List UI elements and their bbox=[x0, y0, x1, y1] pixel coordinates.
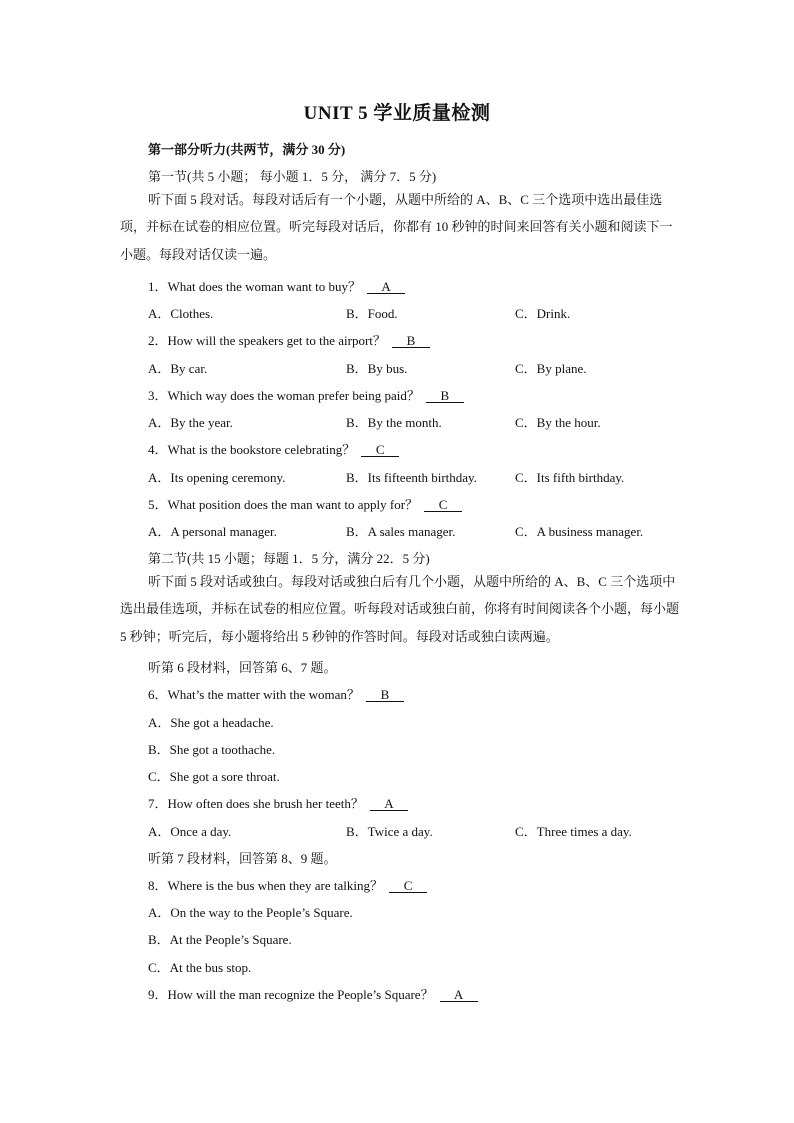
option-a: A．By the year. bbox=[148, 415, 233, 430]
question-text: 2．How will the speakers get to the airport？ bbox=[148, 333, 386, 348]
option-c: C．A business manager. bbox=[515, 524, 644, 539]
answer-blank: C bbox=[424, 498, 462, 512]
option-b: B．She got a toothache. bbox=[148, 742, 276, 757]
question-text: 4．What is the bookstore celebrating？ bbox=[148, 442, 356, 457]
question-4 bbox=[148, 439, 399, 458]
section1-heading: 第一节(共 5 小题； 每小题 1．5 分， 满分 7．5 分) bbox=[148, 169, 437, 184]
option-b: B．By bus. bbox=[346, 361, 408, 376]
option-c: C．By plane. bbox=[515, 361, 587, 376]
option-a: A．On the way to the People’s Square. bbox=[148, 905, 353, 920]
question-text: 3．Which way does the woman prefer being paid？ bbox=[148, 388, 420, 403]
question-text: 5．What position does the man want to apply for？ bbox=[148, 497, 419, 512]
question-3 bbox=[148, 385, 464, 404]
question-text: 7．How often does she brush her teeth？ bbox=[148, 796, 364, 811]
question-7 bbox=[148, 793, 408, 812]
answer-blank: B bbox=[366, 688, 404, 702]
question-2 bbox=[148, 330, 430, 349]
answer-blank: A bbox=[370, 797, 408, 811]
question-8 bbox=[148, 875, 427, 894]
option-c: C．Three times a day. bbox=[515, 824, 632, 839]
option-a: A．A personal manager. bbox=[148, 524, 277, 539]
page-title: UNIT 5 学业质量检测 bbox=[303, 103, 491, 124]
option-c: C．Its fifth birthday. bbox=[515, 470, 625, 485]
section2-instructions: 听下面 5 段对话或独白。每段对话或独白后有几个小题，从题中所给的 A、B、C 三个选项中选出最佳选项，并标在试卷的相应位置。听每段对话或独白前，你将有时间阅读各个小题，每小题 5 秒钟；听完后，每小题将给出 5 秒钟的作答时间。每段对话或独白读两遍。 bbox=[120, 574, 680, 644]
option-a: A．Once a day. bbox=[148, 824, 232, 839]
option-c: C．At the bus stop. bbox=[148, 960, 252, 975]
material-7-heading: 听第 7 段材料，回答第 8、9 题。 bbox=[148, 851, 337, 866]
section1-instructions: 听下面 5 段对话。每段对话后有一个小题，从题中所给的 A、B、C 三个选项中选出最佳选项，并标在试卷的相应位置。听完每段对话后，你都有 10 秒钟的时间来回答有关小题和阅读下一小题。每段对话仅读一遍。 bbox=[120, 192, 673, 262]
section2-heading: 第二节(共 15 小题；每题 1．5 分，满分 22．5 分) bbox=[148, 551, 430, 566]
material-6-heading: 听第 6 段材料，回答第 6、7 题。 bbox=[148, 660, 337, 675]
question-6 bbox=[148, 684, 404, 703]
option-b: B．At the People’s Square. bbox=[148, 932, 292, 947]
option-b: B．Food. bbox=[346, 306, 398, 321]
question-5 bbox=[148, 494, 462, 513]
answer-blank: C bbox=[389, 879, 427, 893]
option-a: A．Clothes. bbox=[148, 306, 214, 321]
answer-blank: A bbox=[440, 988, 478, 1002]
answer-blank: B bbox=[392, 334, 430, 348]
option-b: B．Its fifteenth birthday. bbox=[346, 470, 477, 485]
answer-blank: C bbox=[361, 443, 399, 457]
option-a: A．She got a headache. bbox=[148, 715, 274, 730]
question-text: 9．How will the man recognize the People’s Square？ bbox=[148, 987, 434, 1002]
answer-blank: B bbox=[426, 389, 464, 403]
question-text: 8．Where is the bus when they are talking？ bbox=[148, 878, 384, 893]
question-text: 6．What’s the matter with the woman？ bbox=[148, 687, 360, 702]
part1-heading: 第一部分听力(共两节，满分 30 分) bbox=[148, 142, 346, 157]
option-b: B．Twice a day. bbox=[346, 824, 433, 839]
answer-blank: A bbox=[367, 280, 405, 294]
question-9 bbox=[148, 984, 478, 1003]
option-c: C．She got a sore throat. bbox=[148, 769, 280, 784]
option-a: A．Its opening ceremony. bbox=[148, 470, 286, 485]
option-b: B．A sales manager. bbox=[346, 524, 456, 539]
option-a: A．By car. bbox=[148, 361, 208, 376]
option-c: C．By the hour. bbox=[515, 415, 601, 430]
question-1 bbox=[148, 276, 405, 295]
option-b: B．By the month. bbox=[346, 415, 442, 430]
option-c: C．Drink. bbox=[515, 306, 571, 321]
question-text: 1．What does the woman want to buy？ bbox=[148, 279, 362, 294]
